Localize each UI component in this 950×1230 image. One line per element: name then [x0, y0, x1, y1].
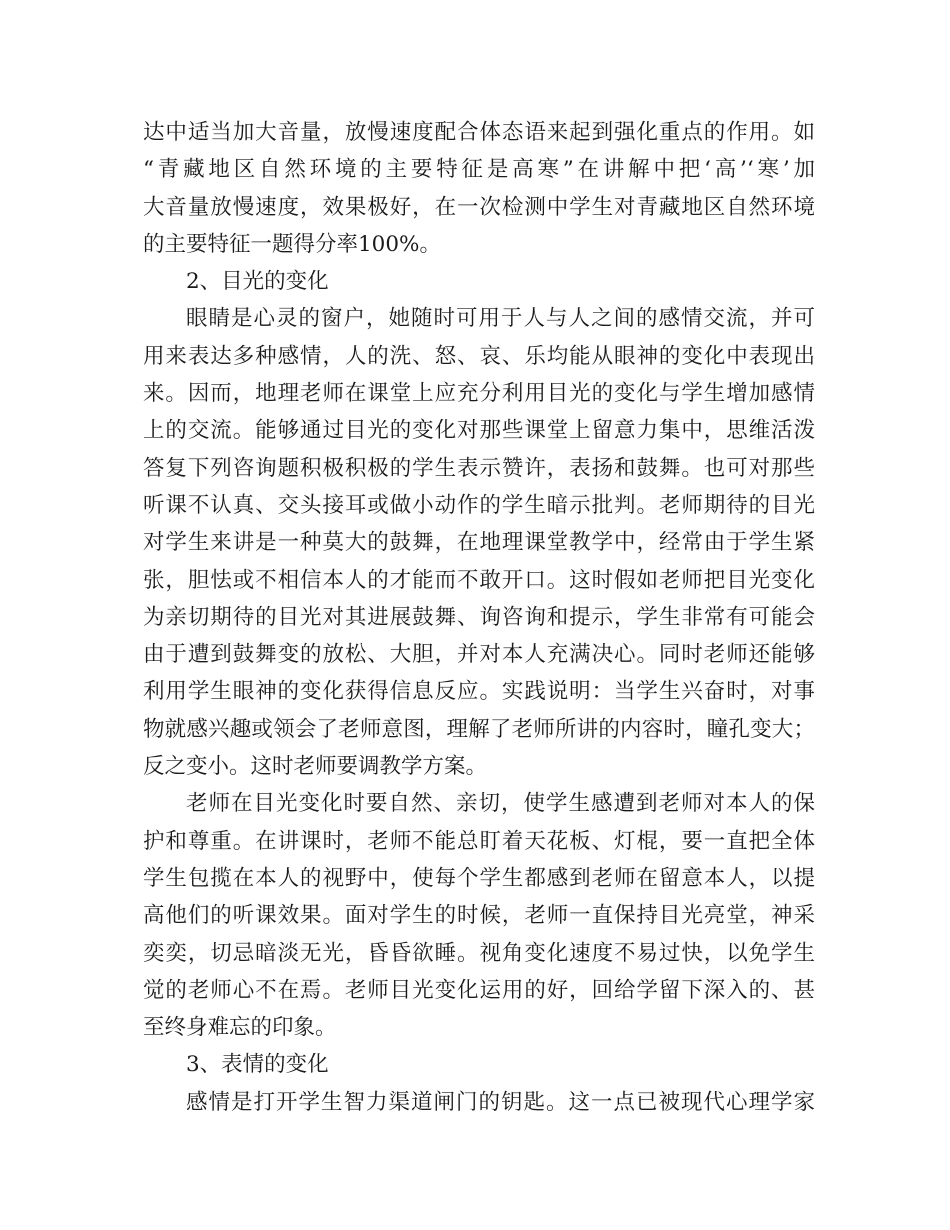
document-body: [143, 114, 815, 1121]
text-line: 来。因而，地理老师在课堂上应充分利用目光的变化与学生增加感情: [143, 381, 815, 407]
text-line: “青藏地区自然环境的主要特征是高寒”在讲解中把‘高’‘寒’加: [143, 157, 815, 183]
text-line: 反之变小。这时老师要调教学方案。: [143, 754, 488, 780]
text-line: 护和尊重。在讲课时，老师不能总盯着天花板、灯棍，要一直把全体: [143, 828, 815, 854]
text-line: 的主要特征一题得分率100%。: [143, 231, 441, 257]
text-line: 感情是打开学生智力渠道闸门的钥匙。这一点已被现代心理学家: [186, 1089, 815, 1115]
text-line: 为亲切期待的目光对其进展鼓舞、询咨询和提示，学生非常有可能会: [143, 604, 815, 630]
text-line: 张，胆怯或不相信本人的才能而不敢开口。这时假如老师把目光变化: [143, 567, 815, 593]
text-line: 由于遭到鼓舞变的放松、大胆，并对本人充满决心。同时老师还能够: [143, 642, 815, 668]
text-line: 物就感兴趣或领会了老师意图，理解了老师所讲的内容时，瞳孔变大；: [143, 716, 815, 742]
text-line: 2、目光的变化: [186, 269, 329, 295]
text-line: 上的交流。能够通过目光的变化对那些课堂上留意力集中，思维活泼: [143, 418, 815, 444]
text-line: 达中适当加大音量，放慢速度配合体态语来起到强化重点的作用。如: [143, 120, 815, 145]
text-line: 学生包揽在本人的视野中，使每个学生都感到老师在留意本人，以提: [143, 865, 815, 891]
text-line: 3、表情的变化: [186, 1052, 329, 1078]
text-line: 至终身难忘的印象。: [143, 1015, 337, 1041]
text-line: 用来表达多种感情，人的洗、怒、哀、乐均能从眼神的变化中表现出: [143, 343, 815, 369]
text-line: 高他们的听课效果。面对学生的时候，老师一直保持目光亮堂，神采: [143, 903, 815, 929]
text-line: 利用学生眼神的变化获得信息反应。实践说明：当学生兴奋时，对事: [143, 679, 815, 705]
text-line: 对学生来讲是一种莫大的鼓舞，在地理课堂教学中，经常由于学生紧: [143, 530, 815, 556]
text-line: 觉的老师心不在焉。老师目光变化运用的好，回给学留下深入的、甚: [143, 977, 815, 1003]
text-line: 老师在目光变化时要自然、亲切，使学生感遭到老师对本人的保: [186, 791, 815, 817]
text-line: 眼睛是心灵的窗户，她随时可用于人与人之间的感情交流，并可: [186, 306, 815, 332]
text-line: 听课不认真、交头接耳或做小动作的学生暗示批判。老师期待的目光: [143, 492, 815, 518]
text-line: 答复下列咨询题积极积极的学生表示赞许，表扬和鼓舞。也可对那些: [143, 455, 815, 481]
text-line: 奕奕，切忌暗淡无光，昏昏欲睡。视角变化速度不易过快，以免学生: [143, 940, 815, 966]
text-line: 大音量放慢速度，效果极好，在一次检测中学生对青藏地区自然环境: [143, 194, 815, 220]
